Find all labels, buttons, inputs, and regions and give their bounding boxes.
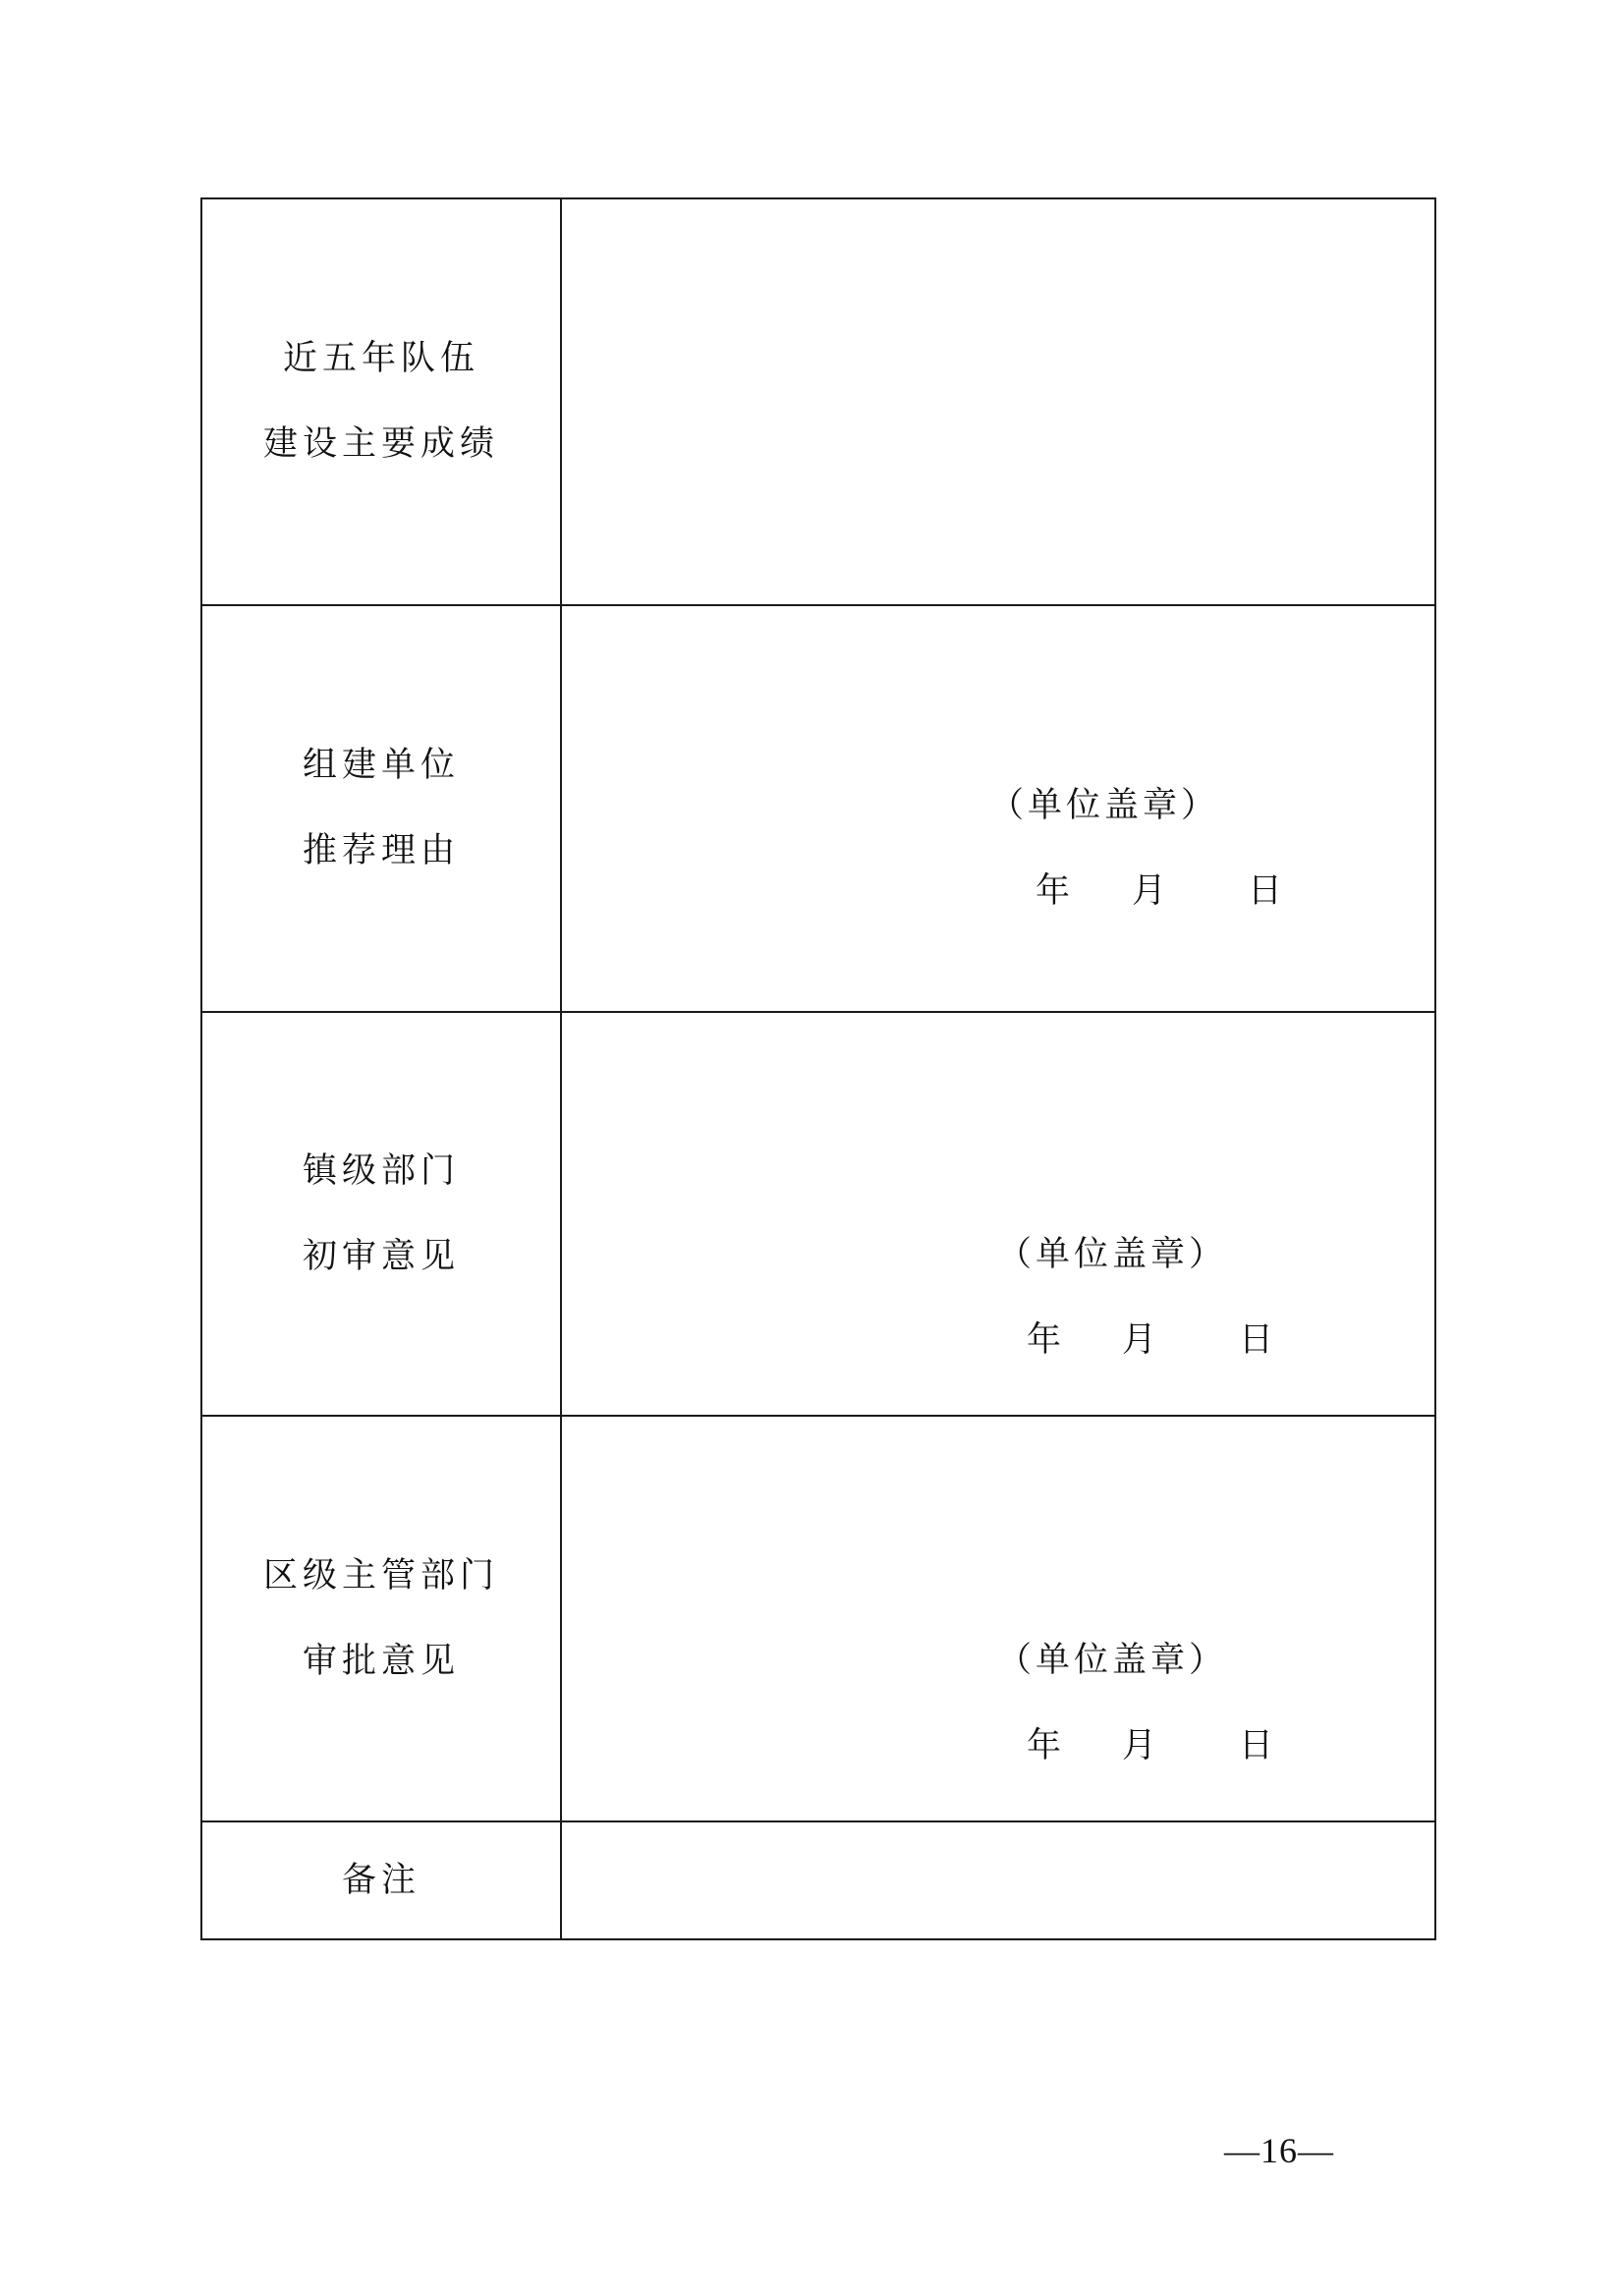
- date-year: 年: [1035, 871, 1071, 911]
- label-cell-remarks: [201, 1821, 561, 1939]
- content-cell-recommendation[interactable]: [561, 605, 1435, 1012]
- date-day: 日: [1239, 1726, 1274, 1765]
- label-line: 近五年队伍: [282, 339, 479, 378]
- seal-text: （单位盖章）: [997, 1641, 1228, 1680]
- label-cell-achievements: [201, 198, 561, 605]
- content-cell-town-review[interactable]: [561, 1012, 1435, 1416]
- date-year: 年: [1027, 1320, 1062, 1360]
- label-cell-district-approval: [201, 1416, 561, 1821]
- row-district-approval: [201, 1416, 1435, 1821]
- label-line: 推荐理由: [302, 831, 460, 870]
- label-cell-town-review: [201, 1012, 561, 1416]
- label-cell-recommendation: [201, 605, 561, 1012]
- date-year: 年: [1027, 1726, 1062, 1765]
- label-line: 建设主要成绩: [262, 424, 499, 464]
- seal-text: （单位盖章）: [989, 786, 1220, 825]
- row-remarks: [201, 1821, 1435, 1939]
- label-line: 备注: [341, 1860, 420, 1900]
- label-line: 镇级部门: [302, 1150, 460, 1191]
- application-form-table: [200, 197, 1436, 1940]
- content-cell-remarks[interactable]: [561, 1821, 1435, 1939]
- content-cell-achievements[interactable]: [561, 198, 1435, 605]
- date-month: 月: [1132, 871, 1167, 911]
- row-recommendation: [201, 605, 1435, 1012]
- date-day: 日: [1239, 1320, 1274, 1360]
- page-number: —16—: [1224, 2131, 1334, 2170]
- date-month: 月: [1122, 1726, 1157, 1765]
- content-cell-district-approval[interactable]: [561, 1416, 1435, 1821]
- label-line: 审批意见: [302, 1641, 460, 1681]
- label-line: 区级主管部门: [262, 1555, 499, 1596]
- date-month: 月: [1122, 1320, 1157, 1360]
- row-achievements: [201, 198, 1435, 605]
- date-day: 日: [1248, 871, 1283, 911]
- label-line: 初审意见: [302, 1236, 460, 1276]
- seal-text: （单位盖章）: [997, 1235, 1228, 1274]
- label-line: 组建单位: [302, 746, 460, 785]
- row-town-review: [201, 1012, 1435, 1416]
